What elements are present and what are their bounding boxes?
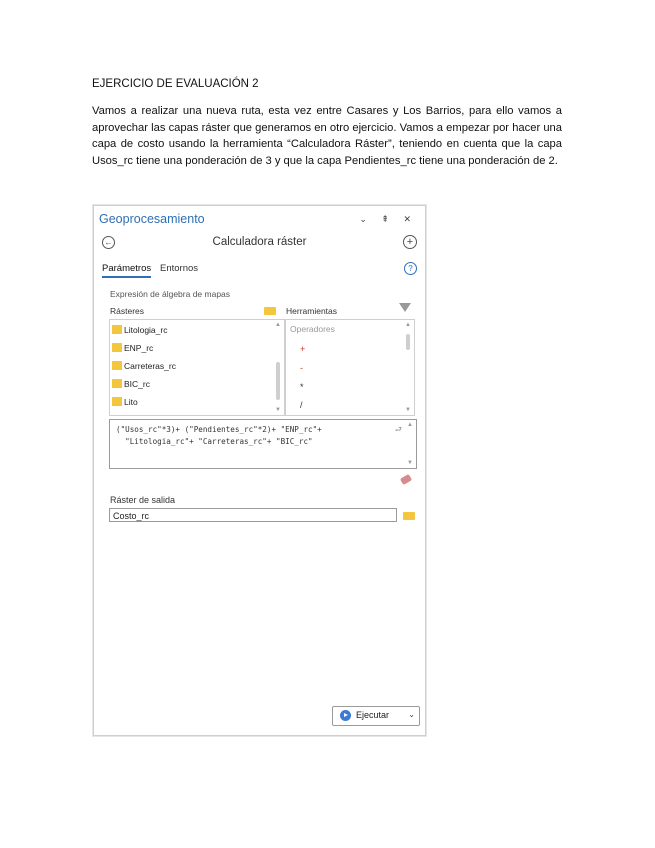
output-raster-input[interactable]: Costo_rc [109,508,397,522]
operator-item[interactable]: + [300,344,306,354]
play-icon [340,710,351,721]
scroll-thumb[interactable] [406,334,410,350]
raster-item[interactable] [112,395,138,409]
raster-item-label: ENP_rc [124,343,154,353]
tab-parameters[interactable]: Parámetros [102,263,151,278]
scroll-down-icon[interactable]: ▼ [405,407,411,413]
raster-item[interactable] [112,377,150,391]
raster-item-label: BIC_rc [124,379,150,389]
raster-layer-icon [112,343,122,352]
scroll-up-icon[interactable]: ▲ [405,322,411,328]
geoprocessing-panel [93,205,426,736]
raster-item-label: Litologia_rc [124,325,168,335]
run-button[interactable] [332,706,420,726]
exercise-heading: EJERCICIO DE EVALUACIÓN 2 [92,78,259,90]
window-controls[interactable]: ⌄ ⇞ ✕ [359,214,417,224]
filter-icon[interactable] [399,303,411,312]
operators-scrollbar[interactable] [404,322,412,413]
raster-layer-icon [112,397,122,406]
raster-item[interactable] [112,323,167,337]
operators-header: Operadores [290,324,335,334]
rasters-label: Rásteres [110,306,145,316]
raster-item-label: Carreteras_rc [124,361,176,371]
raster-item-label: Lito [124,397,138,407]
scroll-up-icon[interactable]: ▲ [275,322,281,328]
folder-icon[interactable] [264,307,276,315]
chevron-down-icon[interactable]: ⌄ [408,710,415,719]
scroll-down-icon[interactable]: ▼ [407,460,413,466]
raster-layer-icon [112,361,122,370]
operators-list[interactable] [285,319,415,416]
expression-editor[interactable] [109,419,417,469]
add-icon[interactable]: + [403,235,417,249]
run-label: Ejecutar [356,710,390,720]
operator-item[interactable]: - [300,363,303,373]
operator-item[interactable]: * [300,382,304,392]
tools-label: Herramientas [286,306,338,316]
operator-item[interactable]: / [300,400,303,410]
tool-title: Calculadora ráster [212,236,307,248]
output-raster-label: Ráster de salida [110,495,176,505]
rasters-list[interactable] [109,319,285,416]
eraser-icon[interactable] [400,474,412,485]
expression-label: Expresión de álgebra de mapas [110,289,231,299]
expression-line: ("Usos_rc"*3)+ ("Pendientes_rc"*2)+ "ENP_rc"+ [116,425,322,434]
back-icon[interactable]: ← [102,236,115,249]
scroll-down-icon[interactable]: ▼ [275,407,281,413]
rasters-scrollbar[interactable] [274,322,282,413]
raster-layer-icon [112,379,122,388]
expression-line: "Litologia_rc"+ "Carreteras_rc"+ "BIC_rc" [116,437,313,446]
wrap-icon[interactable]: ⮐ [394,425,402,434]
help-icon[interactable]: ? [404,262,417,275]
exercise-paragraph: Vamos a realizar una nueva ruta, esta vez entre Casares y Los Barrios, para ello vamos a aprovechar las capas ráster que generamos en otro ejercicio. Vamos a empezar por hacer una capa de costo usando la herramienta “Calculadora Ráster”, teniendo en cuenta que la capa Usos_rc tiene una ponderación de 3 y que la capa Pendientes_rc tiene una ponderación de 2. [92,105,562,167]
scroll-thumb[interactable] [276,362,280,400]
expression-hscroll[interactable] [112,460,400,466]
browse-folder-icon[interactable] [403,512,415,520]
raster-layer-icon [112,325,122,334]
scroll-up-icon[interactable]: ▲ [407,422,413,428]
tab-environments[interactable]: Entornos [160,263,199,274]
raster-item[interactable] [112,341,153,355]
raster-item[interactable] [112,359,176,373]
panel-title: Geoprocesamiento [99,212,205,226]
expression-vscroll[interactable] [406,422,414,466]
